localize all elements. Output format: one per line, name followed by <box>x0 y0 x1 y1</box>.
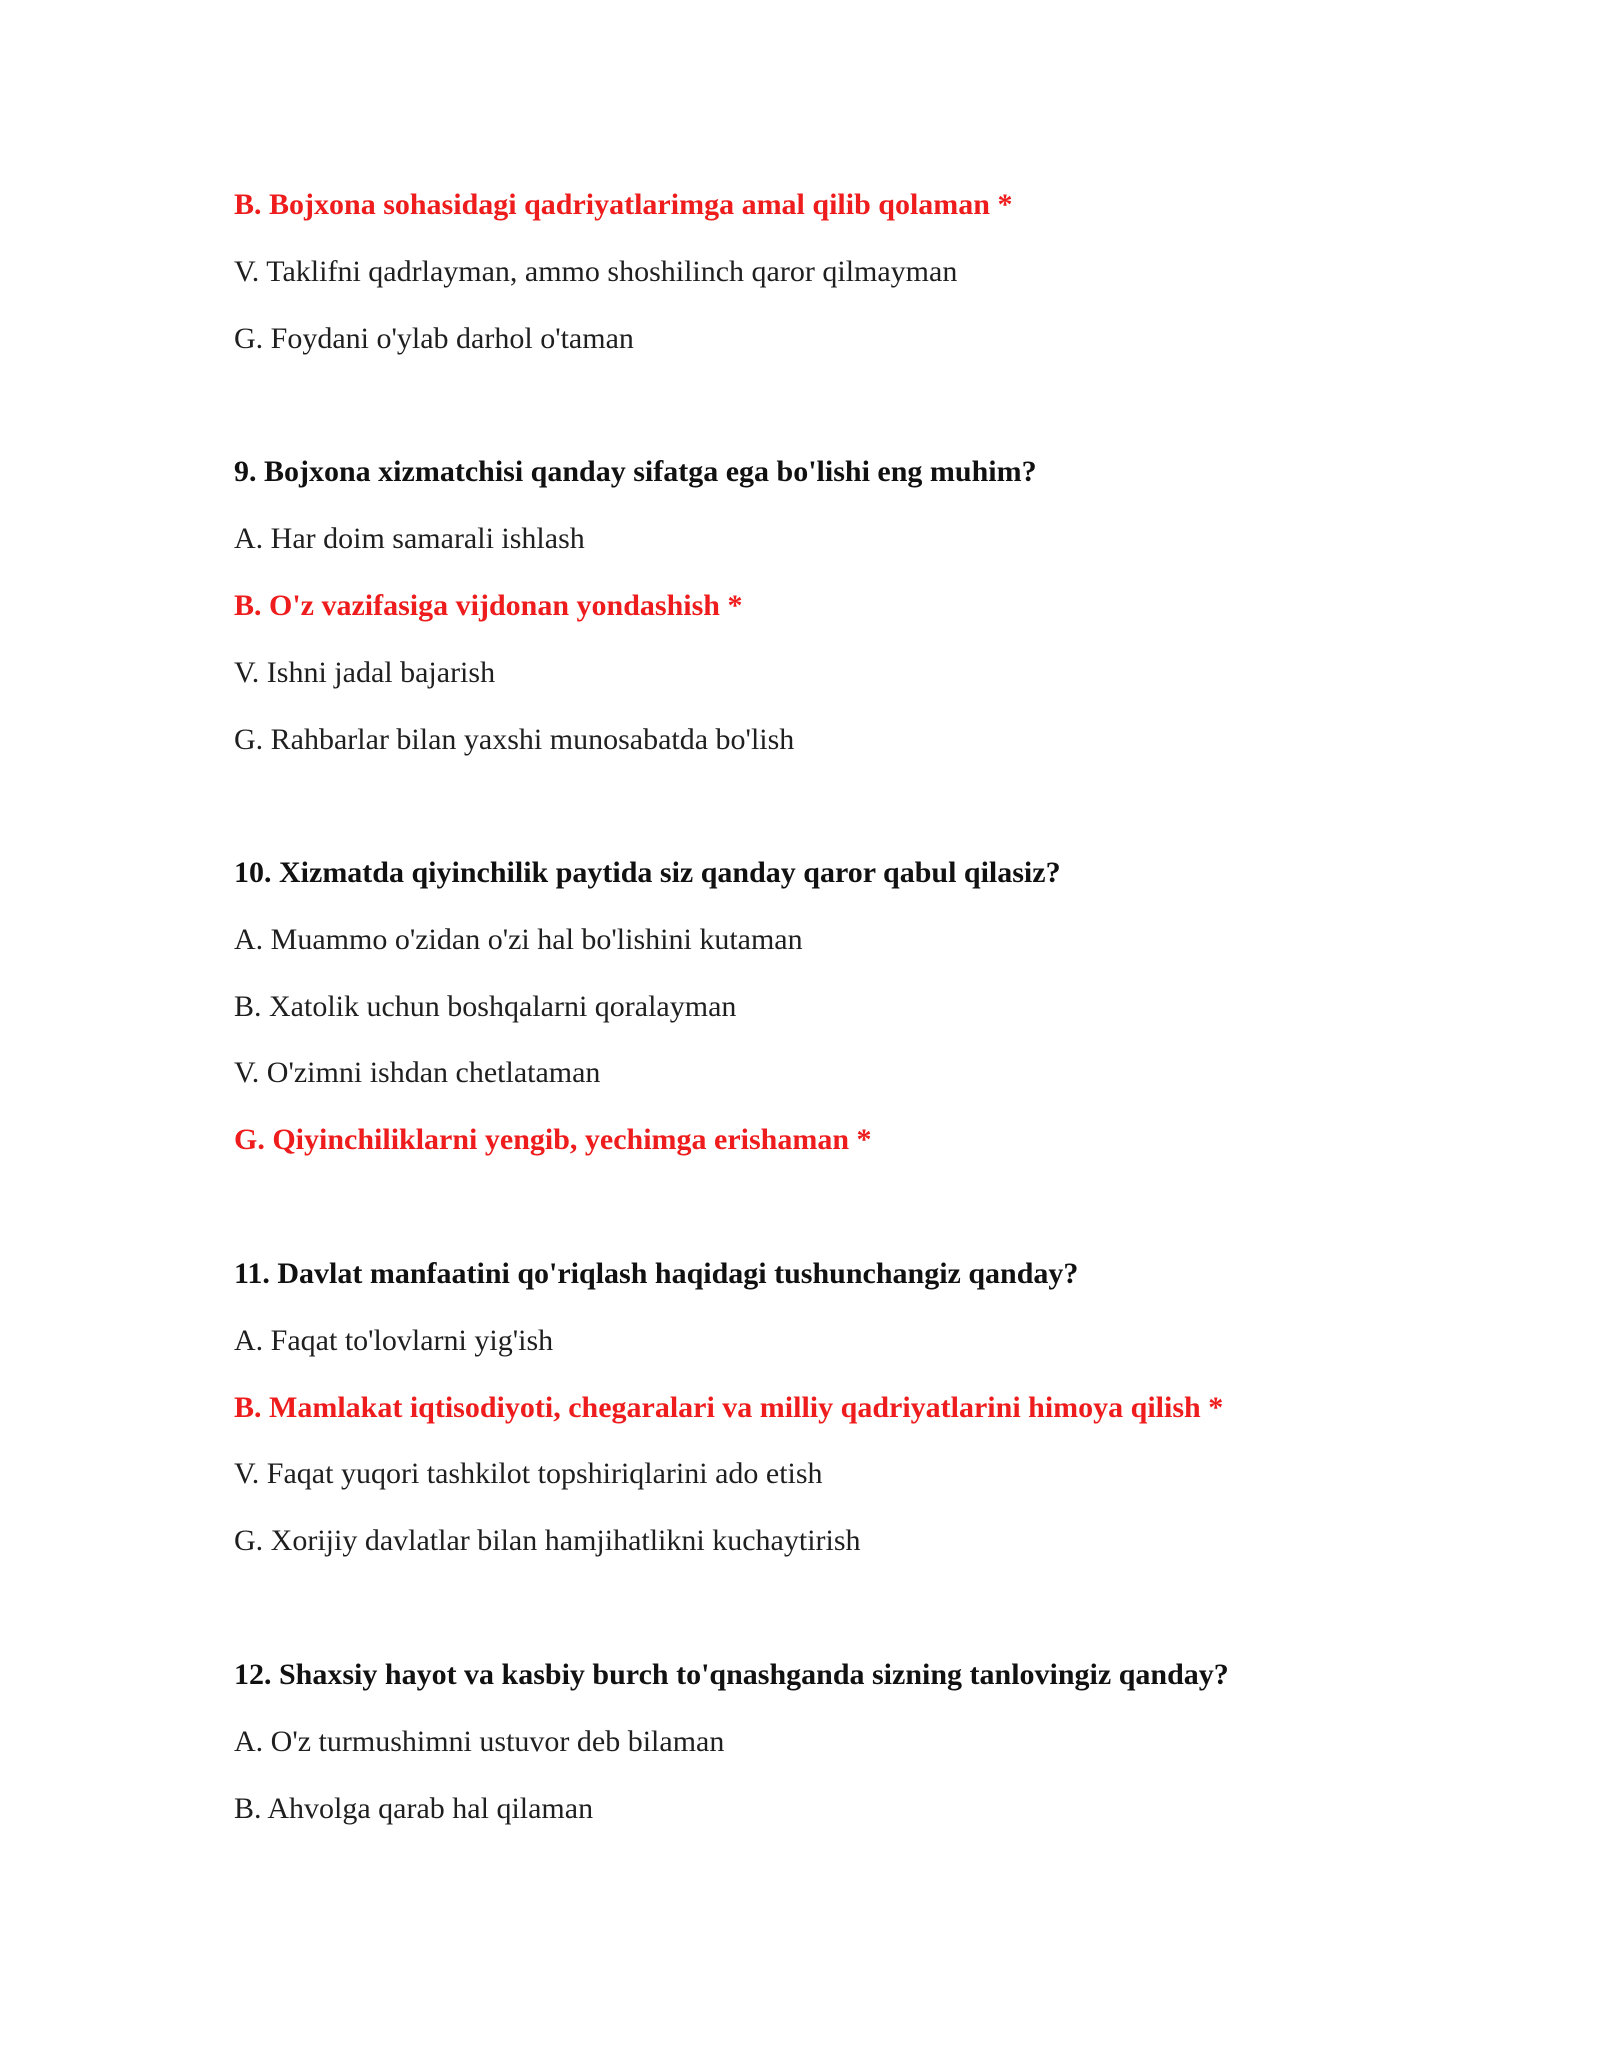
q12-option-a: A. O'z turmushimni ustuvor deb bilaman <box>234 1725 725 1758</box>
q10-option-g-correct: G. Qiyinchiliklarni yengib, yechimga erishaman * <box>234 1123 872 1156</box>
q9-option-g: G. Rahbarlar bilan yaxshi munosabatda bo'lish <box>234 723 795 756</box>
q9-option-v: V. Ishni jadal bajarish <box>234 656 496 689</box>
option-v: V. Taklifni qadrlayman, ammo shoshilinch qaror qilmayman <box>234 255 958 288</box>
option-b-correct: B. Bojxona sohasidagi qadriyatlarimga amal qilib qolaman * <box>234 188 1013 221</box>
q11-option-v: V. Faqat yuqori tashkilot topshiriqlarini ado etish <box>234 1457 823 1490</box>
question-9: 9. Bojxona xizmatchisi qanday sifatga ega bo'lishi eng muhim? <box>234 455 1037 488</box>
q10-option-a: A. Muammo o'zidan o'zi hal bo'lishini kutaman <box>234 923 803 956</box>
q12-option-b: B. Ahvolga qarab hal qilaman <box>234 1792 594 1825</box>
q11-option-g: G. Xorijiy davlatlar bilan hamjihatlikni kuchaytirish <box>234 1524 861 1557</box>
question-12: 12. Shaxsiy hayot va kasbiy burch to'qnashganda sizning tanlovingiz qanday? <box>234 1658 1229 1691</box>
q10-option-b: B. Xatolik uchun boshqalarni qoralayman <box>234 990 737 1023</box>
question-10: 10. Xizmatda qiyinchilik paytida siz qanday qaror qabul qilasiz? <box>234 856 1061 889</box>
option-g: G. Foydani o'ylab darhol o'taman <box>234 322 634 355</box>
q9-option-b-correct: B. O'z vazifasiga vijdonan yondashish * <box>234 589 743 622</box>
q10-option-v: V. O'zimni ishdan chetlataman <box>234 1056 601 1089</box>
q11-option-a: A. Faqat to'lovlarni yig'ish <box>234 1324 554 1357</box>
q11-option-b-correct: B. Mamlakat iqtisodiyoti, chegaralari va milliy qadriyatlarini himoya qilish * <box>234 1391 1224 1424</box>
q9-option-a: A. Har doim samarali ishlash <box>234 522 585 555</box>
question-11: 11. Davlat manfaatini qo'riqlash haqidagi tushunchangiz qanday? <box>234 1257 1079 1290</box>
